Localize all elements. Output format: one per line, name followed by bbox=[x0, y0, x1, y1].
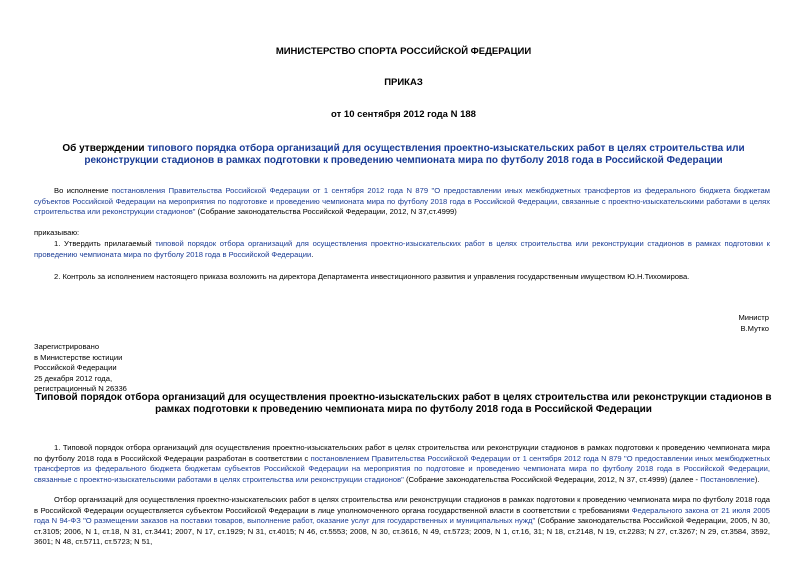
document-type: ПРИКАЗ bbox=[384, 77, 423, 88]
title-prefix: Об утверждении bbox=[62, 143, 148, 154]
resolution-short-link[interactable]: Постановление bbox=[700, 474, 755, 484]
procedure-paragraph-2 bbox=[34, 495, 770, 548]
registration-line: 25 декабря 2012 года, bbox=[34, 373, 113, 383]
federal-law-94fz-link[interactable]: Федерального закона от 21 июля 2005 года N 94-ФЗ "О размещении заказов на поставки товаров, выполнение работ, оказание услуг для государственных и муниципальных нужд" bbox=[34, 505, 770, 526]
signature-position: Министр bbox=[738, 313, 769, 322]
resolution-879-link[interactable]: постановления Правительства Российской Федерации от 1 сентября 2012 года N 879 "О предоставлении иных межбюджетных трансфертов из федерального бюджета бюджетам субъектов Российской Федерации на мероприятия по подготовке и проведению чемпионата мира по футболу 2018 года в Российской Федерации, связанные с проектно-изыскательскими работами в целях строительства или реконструкции стадионов" bbox=[34, 186, 770, 217]
registration-block bbox=[34, 342, 127, 395]
registration-line: регистрационный N 26336 bbox=[34, 384, 127, 394]
proc1-prefix: 1. Типовой порядок отбора организаций для осуществления проектно-изыскательских работ в целях строительства или реконструкции стадионов в рамках подготовки к проведению чемпионата мира по футболу 2018 года в Российской Федерации разработан в соответствии с bbox=[34, 443, 770, 463]
order-word: приказываю: bbox=[34, 228, 80, 237]
registration-line: в Министерстве юстиции bbox=[34, 352, 123, 362]
signature-name: В.Мутко bbox=[740, 323, 769, 333]
intro-suffix: (Собрание законодательства Российской Федерации, 2012, N 37,ст.4999) bbox=[195, 207, 457, 217]
intro-paragraph bbox=[34, 186, 770, 218]
item1-suffix: . bbox=[311, 249, 314, 259]
proc1-middle: (Собрание законодательства Российской Федерации, 2012, N 37, ст.4999) (далее - bbox=[403, 474, 701, 484]
resolution-879-link[interactable]: постановлением Правительства Российской Федерации от 1 сентября 2012 года N 879 "О предоставлении иных межбюджетных трансфертов из федерального бюджета бюджетам субъектов Российской Федерации на мероприятия по подготовке и проведению чемпионата мира по футболу 2018 года в Российской Федерации, связанные с проектно-изыскательскими работами в целях строительства или реконструкции стадионов" bbox=[34, 453, 770, 484]
document-date-number: от 10 сентября 2012 года N 188 bbox=[331, 109, 476, 120]
intro-prefix: Во исполнение bbox=[54, 186, 112, 195]
title-procedure-link[interactable]: типового порядка отбора организаций для осуществления проектно-изыскательских работ в целях строительства или реконструкции стадионов в рамках подготовки к проведению чемпионата мира по футболу 2018 года в Российской Федерации bbox=[84, 143, 745, 166]
order-item-2: 2. Контроль за исполнением настоящего приказа возложить на директора Департамента инвестиционного развития и управления государственным имуществом Ю.Н.Тихомирова. bbox=[54, 272, 690, 281]
order-item-1 bbox=[34, 239, 770, 260]
document-title bbox=[30, 143, 777, 167]
procedure-paragraph-1 bbox=[34, 443, 770, 485]
signature-block bbox=[738, 313, 769, 334]
proc2-suffix: (Собрание законодательства Российской Федерации, 2005, N 30, ст.3105; 2006, N 1, ст.18, N 31, ст.3441; 2007, N 17, ст.1929; N 31, ст.4015; N 46, ст.5553; 2008, N 30, ст.3616, N 49, ст.5723; 2009, N 1, ст.16, 31; N 18, ст.2148, N 19, ст.2283; N 27, ст.3267; N 29, ст.3584, 3592, 3601; N 48, ст.5711, ст.5723; N 51, bbox=[34, 516, 770, 547]
registration-line: Российской Федерации bbox=[34, 363, 117, 373]
proc1-suffix: ). bbox=[754, 474, 760, 484]
proc2-prefix: Отбор организаций для осуществления проектно-изыскательских работ в целях строительства или реконструкции стадионов в рамках подготовки к проведению чемпионата мира по футболу 2018 года в Российской Федерации осуществляется субъектом Российской Федерации в лице уполномоченного органа государственной власти в соответствии с требованиями bbox=[34, 495, 770, 515]
registration-line: Зарегистрировано bbox=[34, 342, 100, 351]
ministry-heading: МИНИСТЕРСТВО СПОРТА РОССИЙСКОЙ ФЕДЕРАЦИИ bbox=[275, 46, 532, 57]
typical-procedure-link[interactable]: типовой порядок отбора организаций для осуществления проектно-изыскательских работ в целях строительства или реконструкции стадионов в рамках подготовки к проведению чемпионата мира по футболу 2018 года в Российской Федерации bbox=[34, 239, 771, 259]
procedure-title: Типовой порядок отбора организаций для осуществления проектно-изыскательских работ в целях строительства или реконструкции стадионов в рамках подготовки к проведению чемпионата мира по футболу 2018 года в Российской Федерации bbox=[35, 392, 772, 415]
item1-prefix: 1. Утвердить прилагаемый bbox=[54, 239, 156, 248]
